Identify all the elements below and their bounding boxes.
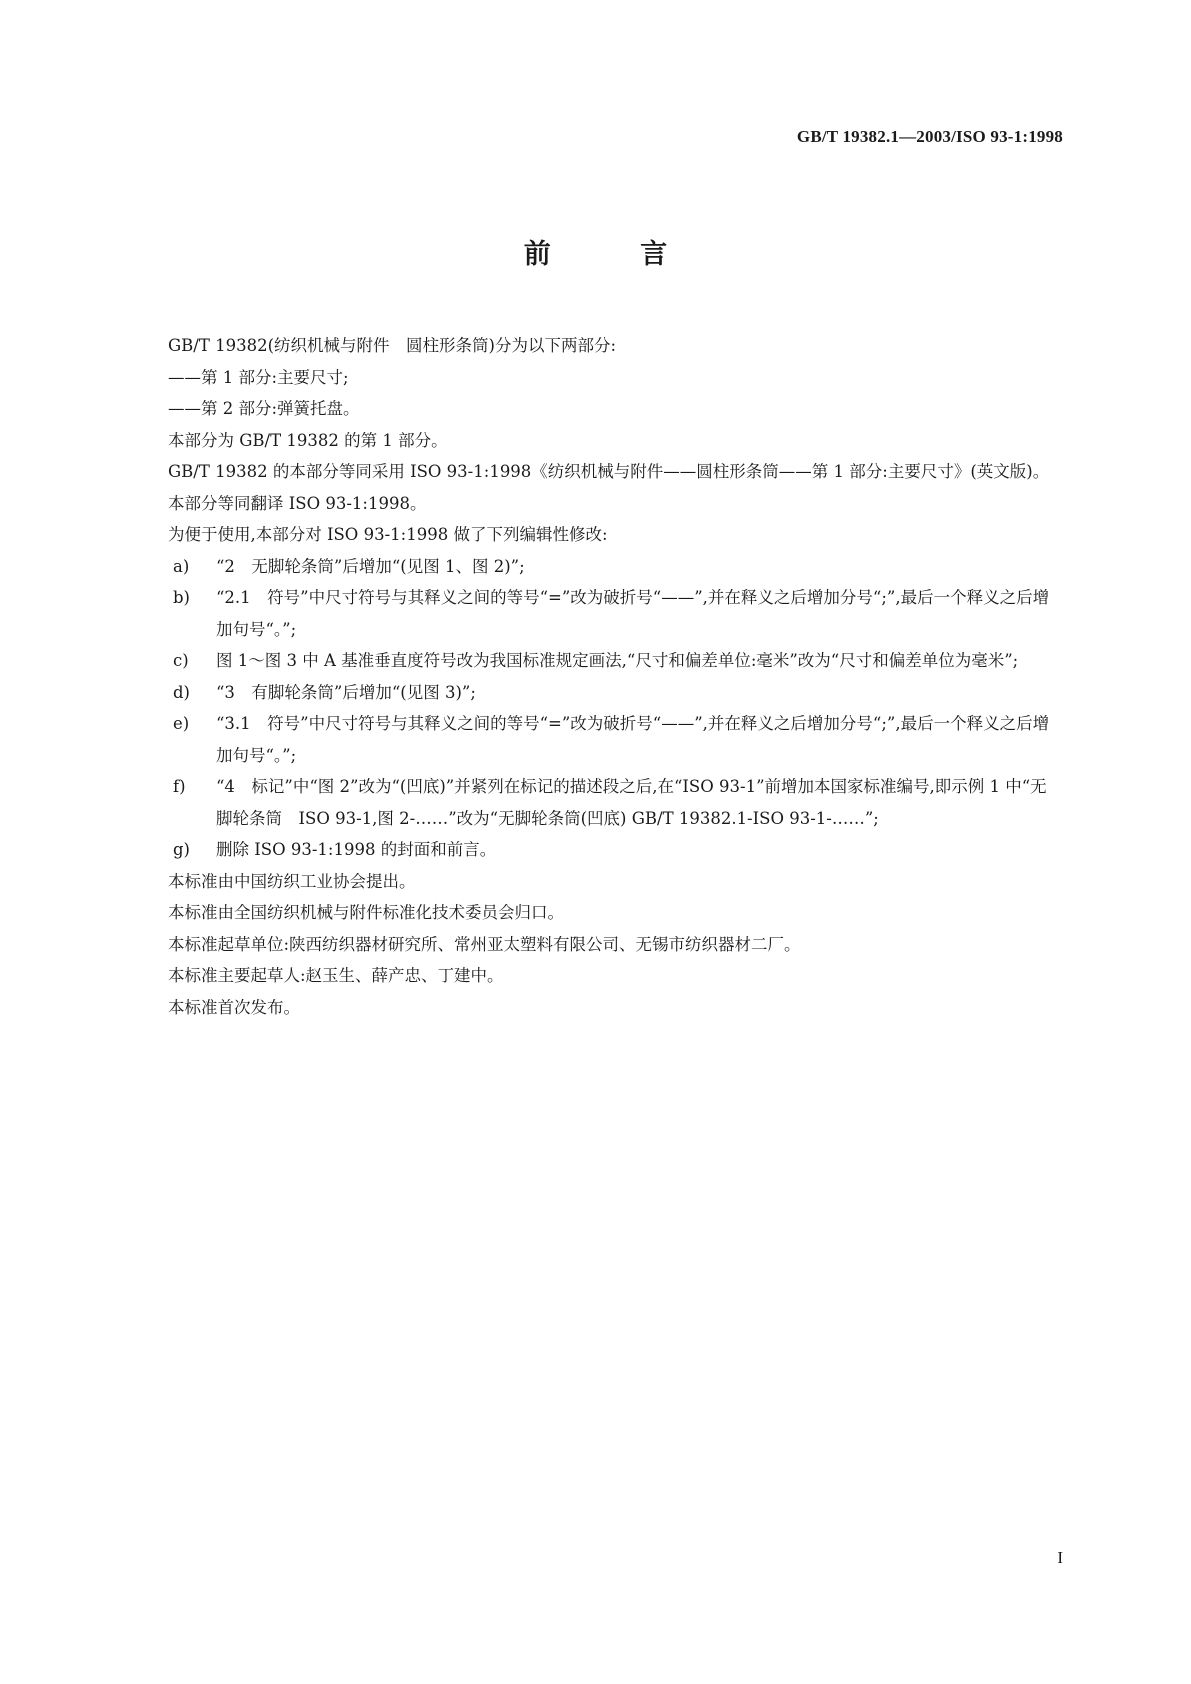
list-item-text: “3 有脚轮条筒”后增加“(见图 3)”; [216, 682, 476, 702]
paragraph-committee: 本标准由全国纺织机械与附件标准化技术委员会归口。 [168, 903, 564, 922]
list-item-text: “3.1 符号”中尺寸符号与其释义之间的等号“=”改为破折号“——”,并在释义之后增加分号“;”,最后一个释义之后增加句号“。”; [216, 714, 1050, 765]
list-item-text: “2.1 符号”中尺寸符号与其释义之间的等号“=”改为破折号“——”,并在释义之后增加分号“;”,最后一个释义之后增加句号“。”; [216, 588, 1050, 639]
list-item-text: “2 无脚轮条筒”后增加“(见图 1、图 2)”; [216, 556, 525, 576]
paragraph-part-1: ——第 1 部分:主要尺寸; [168, 367, 349, 387]
page-number: I [1057, 1548, 1063, 1567]
list-item [135, 582, 1056, 645]
list-item [135, 551, 1056, 583]
list-item-text: “4 标记”中“图 2”改为“(凹底)”并紧列在标记的描述段之后,在“ISO 93-1”前增加本国家标准编号,即示例 1 中“无脚轮条筒 ISO 93-1,图 2-……”改为“无脚轮条筒(凹底) GB/T 19382.1-ISO 93-1-……”; [216, 777, 1047, 828]
paragraph-proposer: 本标准由中国纺织工业协会提出。 [168, 871, 416, 891]
list-marker: c) [173, 651, 189, 670]
page-title: 前 言 [523, 239, 708, 270]
paragraph-first-issue: 本标准首次发布。 [168, 997, 300, 1017]
list-marker: a) [173, 556, 190, 576]
foreword-body [135, 330, 1056, 1023]
list-marker: g) [173, 840, 190, 859]
list-item [135, 771, 1056, 834]
list-marker: f) [173, 777, 186, 796]
list-item [135, 677, 1056, 709]
paragraph-translation: 本部分等同翻译 ISO 93-1:1998。 [168, 493, 427, 513]
list-item-text: 删除 ISO 93-1:1998 的封面和前言。 [216, 840, 497, 859]
list-marker: d) [173, 682, 190, 702]
paragraph-modifications-intro: 为便于使用,本部分对 ISO 93-1:1998 做了下列编辑性修改: [168, 525, 608, 544]
paragraph-adoption: GB/T 19382 的本部分等同采用 ISO 93-1:1998《纺织机械与附件——圆柱形条筒——第 1 部分:主要尺寸》(英文版)。 [168, 462, 1050, 481]
list-marker: b) [173, 588, 190, 607]
paragraph-parts-intro: GB/T 19382(纺织机械与附件 圆柱形条筒)分为以下两部分: [168, 336, 617, 355]
paragraph-this-part: 本部分为 GB/T 19382 的第 1 部分。 [168, 430, 448, 450]
standard-code-header: GB/T 19382.1—2003/ISO 93-1:1998 [796, 127, 1063, 146]
paragraph-drafting-units: 本标准起草单位:陕西纺织器材研究所、常州亚太塑料有限公司、无锡市纺织器材二厂。 [168, 934, 801, 954]
list-item-text: 图 1～图 3 中 A 基准垂直度符号改为我国标准规定画法,“尺寸和偏差单位:毫米”改为“尺寸和偏差单位为毫米”; [216, 651, 1019, 670]
list-item [135, 834, 1056, 866]
list-item [135, 708, 1056, 771]
paragraph-drafters: 本标准主要起草人:赵玉生、薛产忠、丁建中。 [168, 966, 504, 985]
list-item [135, 645, 1056, 677]
paragraph-part-2: ——第 2 部分:弹簧托盘。 [168, 399, 360, 418]
list-marker: e) [173, 714, 190, 733]
